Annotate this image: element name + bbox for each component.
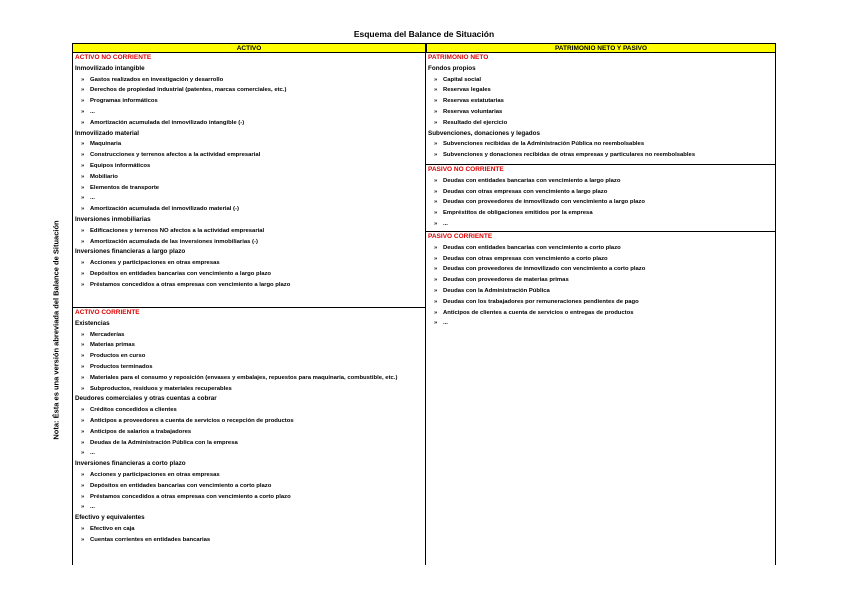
bullet-icon: »: [434, 76, 438, 83]
section-title: ACTIVO NO CORRIENTE: [75, 54, 152, 61]
list-item: [426, 208, 775, 219]
list-item: [426, 176, 775, 187]
list-item-text: Empréstitos de obligaciones emitidos por la empresa: [443, 210, 593, 217]
list-item-text: Reservas voluntarias: [443, 108, 503, 115]
group-title: Inmovilizado material: [75, 129, 140, 137]
list-item-text: ...: [443, 220, 448, 227]
bullet-icon: »: [81, 525, 85, 532]
bullet-icon: »: [434, 266, 438, 273]
bullet-icon: »: [81, 108, 85, 115]
group-title: Inversiones financieras a largo plazo: [75, 248, 186, 256]
list-item: [426, 118, 775, 129]
group-title: Subvenciones, donaciones y legados: [428, 129, 540, 137]
document-title: Esquema del Balance de Situación: [353, 29, 495, 39]
bullet-icon: »: [81, 482, 85, 489]
bullet-icon: »: [81, 141, 85, 148]
list-item-text: Subvenciones y donaciones recibidas de otras empresas y particulares no reembolsables: [443, 152, 696, 159]
list-item-text: Anticipos de clientes a cuenta de servicios o entregas de productos: [443, 309, 634, 316]
list-item-text: Deudas con los trabajadores por remuneraciones pendientes de pago: [443, 298, 639, 305]
list-item-text: Mercaderías: [90, 331, 125, 338]
bullet-icon: »: [81, 385, 85, 392]
bullet-icon: »: [81, 152, 85, 159]
bullet-icon: »: [81, 450, 85, 457]
list-item-text: Subproductos, residuos y materiales recuperables: [90, 385, 232, 392]
bullet-icon: »: [81, 428, 85, 435]
list-item: [73, 269, 425, 280]
pasivo-corriente-section: [426, 231, 775, 329]
group-title: Existencias: [75, 319, 110, 327]
list-item: [73, 427, 425, 438]
list-item: [73, 172, 425, 183]
bullet-icon: »: [81, 76, 85, 83]
bullet-icon: »: [434, 87, 438, 94]
list-item-text: Reservas legales: [443, 87, 491, 94]
list-item-text: Acciones y participaciones en otras empresas: [90, 260, 220, 267]
list-item-text: ...: [90, 108, 95, 115]
list-item-text: Deudas con otras empresas con vencimiento a largo plazo: [443, 188, 608, 195]
bullet-icon: »: [434, 287, 438, 294]
patrimonio-pasivo-column: [426, 53, 776, 565]
list-item-text: Edificaciones y terrenos NO afectos a la actividad empresarial: [90, 227, 265, 234]
list-item: [426, 187, 775, 198]
activo-no-corriente-section: [73, 53, 425, 291]
section-title: PATRIMONIO NETO: [428, 54, 489, 61]
group-title: Fondos propios: [428, 64, 476, 72]
list-item-text: Equipos informáticos: [90, 162, 151, 169]
bullet-icon: »: [434, 220, 438, 227]
list-item: [73, 85, 425, 96]
list-item: [73, 150, 425, 161]
list-item: [73, 226, 425, 237]
list-item: [73, 330, 425, 341]
list-item: [73, 373, 425, 384]
list-item-text: Reservas estatutarias: [443, 98, 504, 105]
list-item-text: Depósitos en entidades bancarias con vencimiento a corto plazo: [90, 482, 272, 489]
list-item: [73, 405, 425, 416]
list-item: [426, 286, 775, 297]
list-item: [73, 502, 425, 513]
bullet-icon: »: [81, 162, 85, 169]
bullet-icon: »: [81, 195, 85, 202]
list-item: [73, 438, 425, 449]
bullet-icon: »: [81, 363, 85, 370]
list-item: [73, 492, 425, 503]
activo-column: [72, 53, 426, 565]
bullet-icon: »: [81, 227, 85, 234]
list-item-text: Cuentas corrientes en entidades bancarias: [90, 536, 211, 543]
list-item-text: Deudas con otras empresas con vencimiento a corto plazo: [443, 255, 608, 262]
bullet-icon: »: [434, 298, 438, 305]
list-item: [73, 107, 425, 118]
list-item-text: Amortización acumulada del inmovilizado intangible (-): [90, 119, 245, 126]
group-title: Inmovilizado intangible: [75, 64, 145, 72]
list-item-text: Deudas de la Administración Pública con la empresa: [90, 439, 238, 446]
bullet-icon: »: [81, 98, 85, 105]
bullet-icon: »: [434, 309, 438, 316]
list-item-text: Anticipos de salarios a trabajadores: [90, 428, 192, 435]
list-item: [73, 351, 425, 362]
list-item-text: Maquinaria: [90, 141, 122, 148]
list-item: [426, 275, 775, 286]
pasivo-no-corriente-section: [426, 164, 775, 230]
list-item: [426, 197, 775, 208]
bullet-icon: »: [81, 331, 85, 338]
list-item-text: Deudas con la Administración Pública: [443, 287, 550, 294]
list-item-text: Amortización acumulada de las inversiones inmobiliarias (-): [90, 238, 258, 245]
bullet-icon: »: [434, 277, 438, 284]
bullet-icon: »: [434, 210, 438, 217]
list-item-text: Construcciones y terrenos afectos a la actividad empresarial: [90, 152, 261, 159]
list-item: [426, 107, 775, 118]
list-item-text: Acciones y participaciones en otras empresas: [90, 471, 220, 478]
group-title: Inversiones financieras a corto plazo: [75, 460, 186, 468]
bullet-icon: »: [81, 119, 85, 126]
bullet-icon: »: [81, 504, 85, 511]
list-item-text: ...: [90, 504, 95, 511]
list-item: [73, 470, 425, 481]
bullet-icon: »: [434, 108, 438, 115]
list-item-text: ...: [90, 450, 95, 457]
group-title: Deudores comerciales y otras cuentas a cobrar: [75, 395, 217, 403]
bullet-icon: »: [81, 281, 85, 288]
list-item-text: Resultado del ejercicio: [443, 119, 508, 126]
group-title: Inversiones inmobiliarias: [75, 215, 151, 223]
bullet-icon: »: [81, 471, 85, 478]
bullet-icon: »: [81, 353, 85, 360]
bullet-icon: »: [434, 244, 438, 251]
activo-header: ACTIVO: [72, 43, 426, 53]
bullet-icon: »: [81, 374, 85, 381]
list-item: [73, 96, 425, 107]
bullet-icon: »: [81, 173, 85, 180]
bullet-icon: »: [81, 342, 85, 349]
list-item-text: Préstamos concedidos a otras empresas con vencimiento a corto plazo: [90, 493, 291, 500]
list-item: [426, 219, 775, 230]
list-item: [73, 280, 425, 291]
list-item-text: Deudas con entidades bancarias con vencimiento a largo plazo: [443, 177, 621, 184]
list-item-text: Deudas con entidades bancarias con vencimiento a corto plazo: [443, 244, 621, 251]
list-item: [73, 362, 425, 373]
list-item-text: Programas informáticos: [90, 98, 158, 105]
list-item-text: Anticipos a proveedores a cuenta de servicios o recepción de productos: [90, 417, 294, 424]
list-item: [426, 297, 775, 308]
list-item-text: Préstamos concedidos a otras empresas con vencimiento a largo plazo: [90, 281, 291, 288]
list-item-text: Créditos concedidos a clientes: [90, 407, 177, 414]
list-item: [73, 384, 425, 395]
list-item-text: ...: [90, 195, 95, 202]
bullet-icon: »: [81, 493, 85, 500]
balance-table: [72, 43, 776, 565]
bullet-icon: »: [81, 439, 85, 446]
list-item: [73, 237, 425, 248]
bullet-icon: »: [434, 119, 438, 126]
bullet-icon: »: [81, 270, 85, 277]
list-item-text: Depósitos en entidades bancarias con vencimiento a largo plazo: [90, 270, 272, 277]
list-item: [73, 183, 425, 194]
list-item: [426, 308, 775, 319]
list-item: [73, 448, 425, 459]
list-item-text: Elementos de transporte: [90, 184, 160, 191]
list-item: [426, 150, 775, 161]
bullet-icon: »: [434, 177, 438, 184]
list-item-text: Efectivo en caja: [90, 525, 135, 532]
list-item: [426, 264, 775, 275]
list-item-text: Gastos realizados en investigación y desarrollo: [90, 76, 224, 83]
list-item: [73, 535, 425, 546]
list-item: [426, 96, 775, 107]
bullet-icon: »: [81, 238, 85, 245]
list-item-text: Deudas con proveedores de inmovilizado con vencimiento a corto plazo: [443, 266, 646, 273]
bullet-icon: »: [81, 536, 85, 543]
list-item-text: Deudas con proveedores de inmovilizado con vencimiento a largo plazo: [443, 199, 645, 206]
list-item: [426, 75, 775, 86]
list-item: [426, 243, 775, 254]
bullet-icon: »: [81, 417, 85, 424]
list-item: [426, 85, 775, 96]
list-item: [73, 139, 425, 150]
list-item-text: Mobiliario: [90, 173, 118, 180]
list-item: [73, 258, 425, 269]
list-item-text: Productos en curso: [90, 353, 146, 360]
bullet-icon: »: [81, 260, 85, 267]
list-item: [426, 139, 775, 150]
bullet-icon: »: [434, 98, 438, 105]
list-item: [73, 193, 425, 204]
list-item: [73, 161, 425, 172]
list-item-text: Capital social: [443, 76, 481, 83]
bullet-icon: »: [81, 206, 85, 213]
list-item: [73, 75, 425, 86]
list-item: [73, 204, 425, 215]
patrimonio-pasivo-header: PATRIMONIO NETO Y PASIVO: [426, 43, 776, 53]
bullet-icon: »: [434, 141, 438, 148]
list-item-text: Derechos de propiedad industrial (patentes, marcas comerciales, etc.): [90, 87, 287, 94]
list-item-text: Amortización acumulada del inmovilizado material (-): [90, 206, 239, 213]
patrimonio-neto-section: [426, 53, 775, 161]
list-item: [73, 416, 425, 427]
activo-corriente-section: [73, 307, 425, 546]
list-item: [426, 318, 775, 329]
bullet-icon: »: [434, 152, 438, 159]
list-item: [426, 254, 775, 265]
group-title: Efectivo y equivalentes: [75, 514, 145, 522]
bullet-icon: »: [434, 188, 438, 195]
bullet-icon: »: [81, 184, 85, 191]
list-item-text: Materias primas: [90, 342, 135, 349]
list-item: [73, 118, 425, 129]
list-item-text: ...: [443, 320, 448, 327]
list-item: [73, 524, 425, 535]
bullet-icon: »: [81, 407, 85, 414]
list-item-text: Subvenciones recibidas de la Administración Pública no reembolsables: [443, 141, 645, 148]
section-title: PASIVO NO CORRIENTE: [428, 166, 504, 173]
bullet-icon: »: [434, 199, 438, 206]
bullet-icon: »: [81, 87, 85, 94]
list-item-text: Deudas con proveedores de materias primas: [443, 277, 569, 284]
section-title: PASIVO CORRIENTE: [428, 233, 493, 240]
list-item: [73, 481, 425, 492]
section-title: ACTIVO CORRIENTE: [75, 309, 140, 316]
list-item-text: Materiales para el consumo y reposición (envases y embalajes, repuestos para maquinaria, combustible, etc.): [90, 374, 398, 381]
list-item-text: Productos terminados: [90, 363, 153, 370]
side-note: Nota: Ésta es una versión abreviada del Balance de Situación: [51, 220, 61, 440]
list-item: [73, 340, 425, 351]
bullet-icon: »: [434, 320, 438, 327]
bullet-icon: »: [434, 255, 438, 262]
